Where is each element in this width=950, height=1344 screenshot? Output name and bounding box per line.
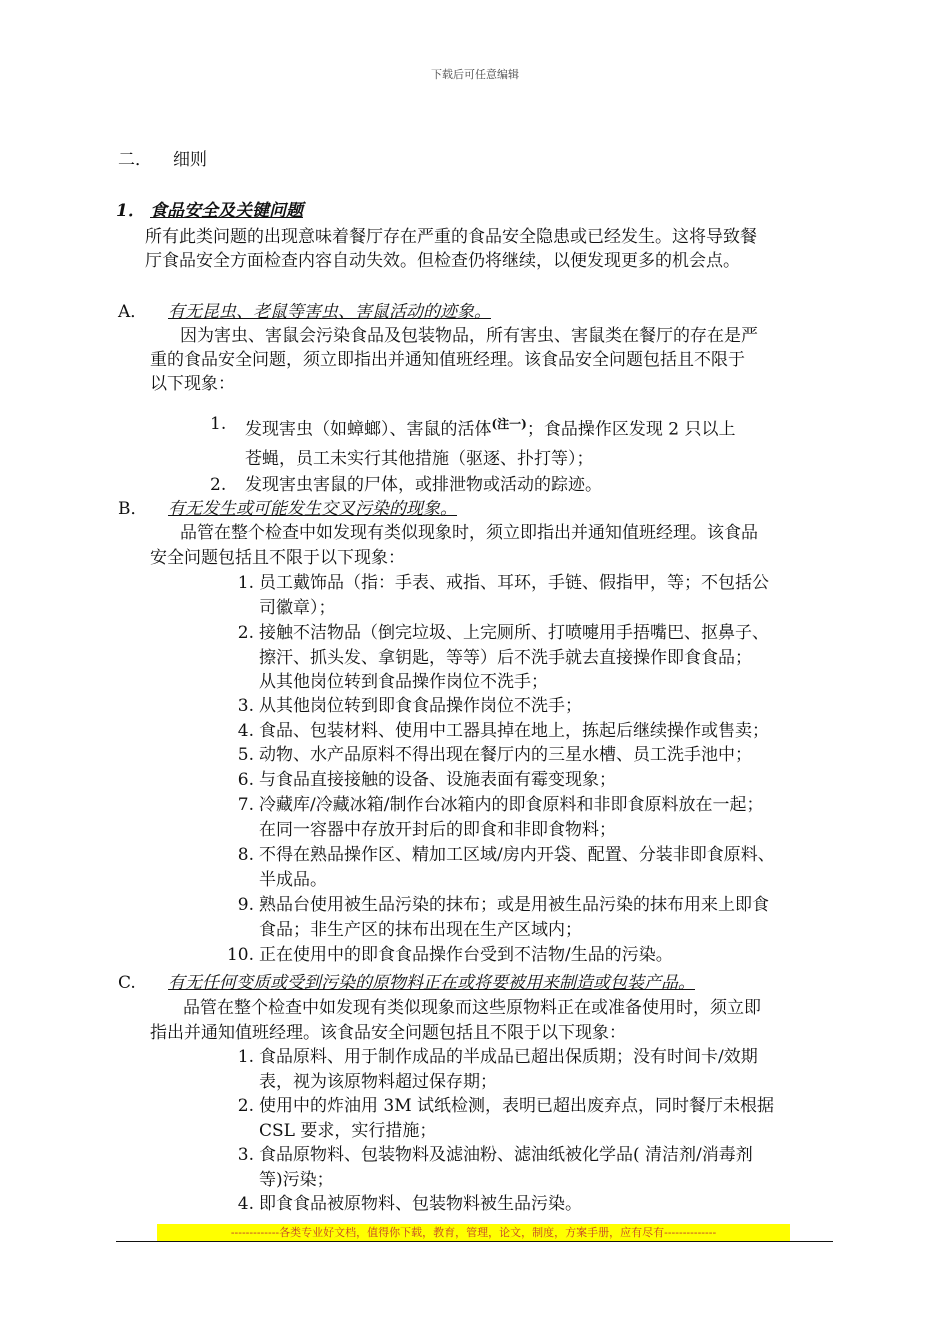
list-item-text: 不得在熟品操作区、精加工区域/房内开袋、配置、分装非即食原料、 <box>259 845 775 865</box>
list-number: 5. <box>237 745 254 765</box>
section-a-intro: 重的食品安全问题，须立即指出并通知值班经理。该食品安全问题包括且不限于 <box>150 350 745 370</box>
list-item-text: 食品；非生产区的抹布出现在生产区域内； <box>259 919 582 940</box>
section-a-intro: 因为害虫、害鼠会污染食品及包装物品，所有害虫、害鼠类在餐厅的存在是严 <box>180 326 758 346</box>
part1-number: 1． <box>116 201 145 221</box>
footer-banner: -------------各类专业好文档，值得你下载，教育，管理，论文，制度，方案手册，应有尽有-------------- <box>157 1224 790 1241</box>
list-number: 2. <box>210 475 227 495</box>
footer-divider <box>116 1241 833 1242</box>
section-a-title: 有无昆虫、老鼠等害虫、害鼠活动的迹象。 <box>168 302 491 322</box>
section-a-intro: 以下现象： <box>150 374 235 394</box>
list-item-text: 即食食品被原物料、包装物料被生品污染。 <box>259 1194 582 1214</box>
section-b-letter: B． <box>118 499 148 519</box>
section-c-title: 有无任何变质或受到污染的原物料正在或将要被用来制造或包装产品。 <box>168 973 695 993</box>
section-c-letter: C. <box>118 973 136 993</box>
list-item-text: 司徽章）； <box>259 597 336 618</box>
list-item-text: 食品原料、用于制作成品的半成品已超出保质期；没有时间卡/效期 <box>259 1047 758 1067</box>
list-number: 9. <box>237 895 254 915</box>
list-item-text: 冷藏库/冷藏冰箱/制作台冰箱内的即食原料和非即食原料放在一起； <box>259 795 764 815</box>
list-number: 1. <box>210 414 227 434</box>
list-item-text: 接触不洁物品（倒完垃圾、上完厕所、打喷嚏用手捂嘴巴、抠鼻子、 <box>259 623 769 643</box>
section-a-letter: A． <box>118 302 148 322</box>
section-number: 二． <box>118 150 152 170</box>
list-item-text: 发现害虫（如蟑螂）、害鼠的活体 <box>245 419 492 440</box>
part1-line: 厅食品安全方面检查内容自动失效。但检查仍将继续，以便发现更多的机会点。 <box>145 251 740 271</box>
list-item <box>245 411 735 443</box>
list-item-text: 使用中的炸油用 3M 试纸检测，表明已超出废弃点，同时餐厅未根据 <box>259 1096 775 1116</box>
list-item-text: 从其他岗位转到即食食品操作岗位不洗手； <box>259 696 582 716</box>
list-item-text: 擦汗、抓头发、拿钥匙，等等）后不洗手就去直接操作即食食品； <box>259 647 752 668</box>
list-number: 1. <box>237 1047 254 1067</box>
list-item-text: 正在使用中的即食食品操作台受到不洁物/生品的污染。 <box>259 945 673 965</box>
list-item-text: 与食品直接接触的设备、设施表面有霉变现象； <box>259 770 616 790</box>
list-item-text: 熟品台使用被生品污染的抹布；或是用被生品污染的抹布用来上即食 <box>259 895 769 915</box>
list-item-text: 在同一容器中存放开封后的即食和非即食物料； <box>259 819 616 840</box>
list-number: 3. <box>237 1145 254 1165</box>
section-b-intro: 品管在整个检查中如发现有类似现象时，须立即指出并通知值班经理。该食品 <box>180 523 758 543</box>
list-number: 10. <box>226 945 254 965</box>
list-number: 4. <box>237 721 254 741</box>
list-number: 2. <box>237 623 254 643</box>
list-number: 4. <box>237 1194 254 1214</box>
list-item-text: CSL 要求，实行措施； <box>259 1120 437 1141</box>
list-item-text: 动物、水产品原料不得出现在餐厅内的三星水槽、员工洗手池中； <box>259 745 752 765</box>
list-item-text: 表，视为该原物料超过保存期； <box>259 1071 497 1092</box>
section-b-intro: 安全问题包括且不限于以下现象： <box>150 548 405 568</box>
footnote-marker: (注一) <box>491 417 527 431</box>
section-c-intro: 指出并通知值班经理。该食品安全问题包括且不限于以下现象： <box>150 1023 626 1043</box>
list-item-text: 食品原物料、包装物料及滤油粉、滤油纸被化学品( 清洁剂/消毒剂 <box>259 1145 753 1165</box>
list-item-text: 员工戴饰品（指：手表、戒指、耳环，手链、假指甲，等；不包括公 <box>259 573 769 593</box>
list-item-text: 半成品。 <box>259 869 327 890</box>
list-item-text: 从其他岗位转到食品操作岗位不洗手； <box>259 672 548 692</box>
list-item-text: 等)污染； <box>259 1169 334 1190</box>
list-item-text: ；食品操作区发现 2 只以上 <box>526 419 736 440</box>
list-item: 发现害虫害鼠的尸体，或排泄物或活动的踪迹。 <box>245 475 602 495</box>
list-number: 3. <box>237 696 254 716</box>
list-number: 8. <box>237 845 254 865</box>
list-number: 1. <box>237 573 254 593</box>
part1-title: 食品安全及关键问题 <box>150 201 303 221</box>
list-number: 6. <box>237 770 254 790</box>
section-b-title: 有无发生或可能发生交叉污染的现象。 <box>168 499 457 519</box>
list-number: 7. <box>237 795 254 815</box>
list-item-text: 苍蝇，员工未实行其他措施（驱逐、扑打等）； <box>245 449 594 469</box>
list-item-text: 食品、包装材料、使用中工器具掉在地上，拣起后继续操作或售卖； <box>259 721 769 741</box>
header-note: 下载后可任意编辑 <box>431 68 519 81</box>
section-c-intro: 品管在整个检查中如发现有类似现象而这些原物料正在或准备使用时，须立即 <box>183 998 761 1018</box>
section-title: 细则 <box>173 150 207 170</box>
list-number: 2. <box>237 1096 254 1116</box>
part1-line: 所有此类问题的出现意味着餐厅存在严重的食品安全隐患或已经发生。这将导致餐 <box>145 227 757 247</box>
